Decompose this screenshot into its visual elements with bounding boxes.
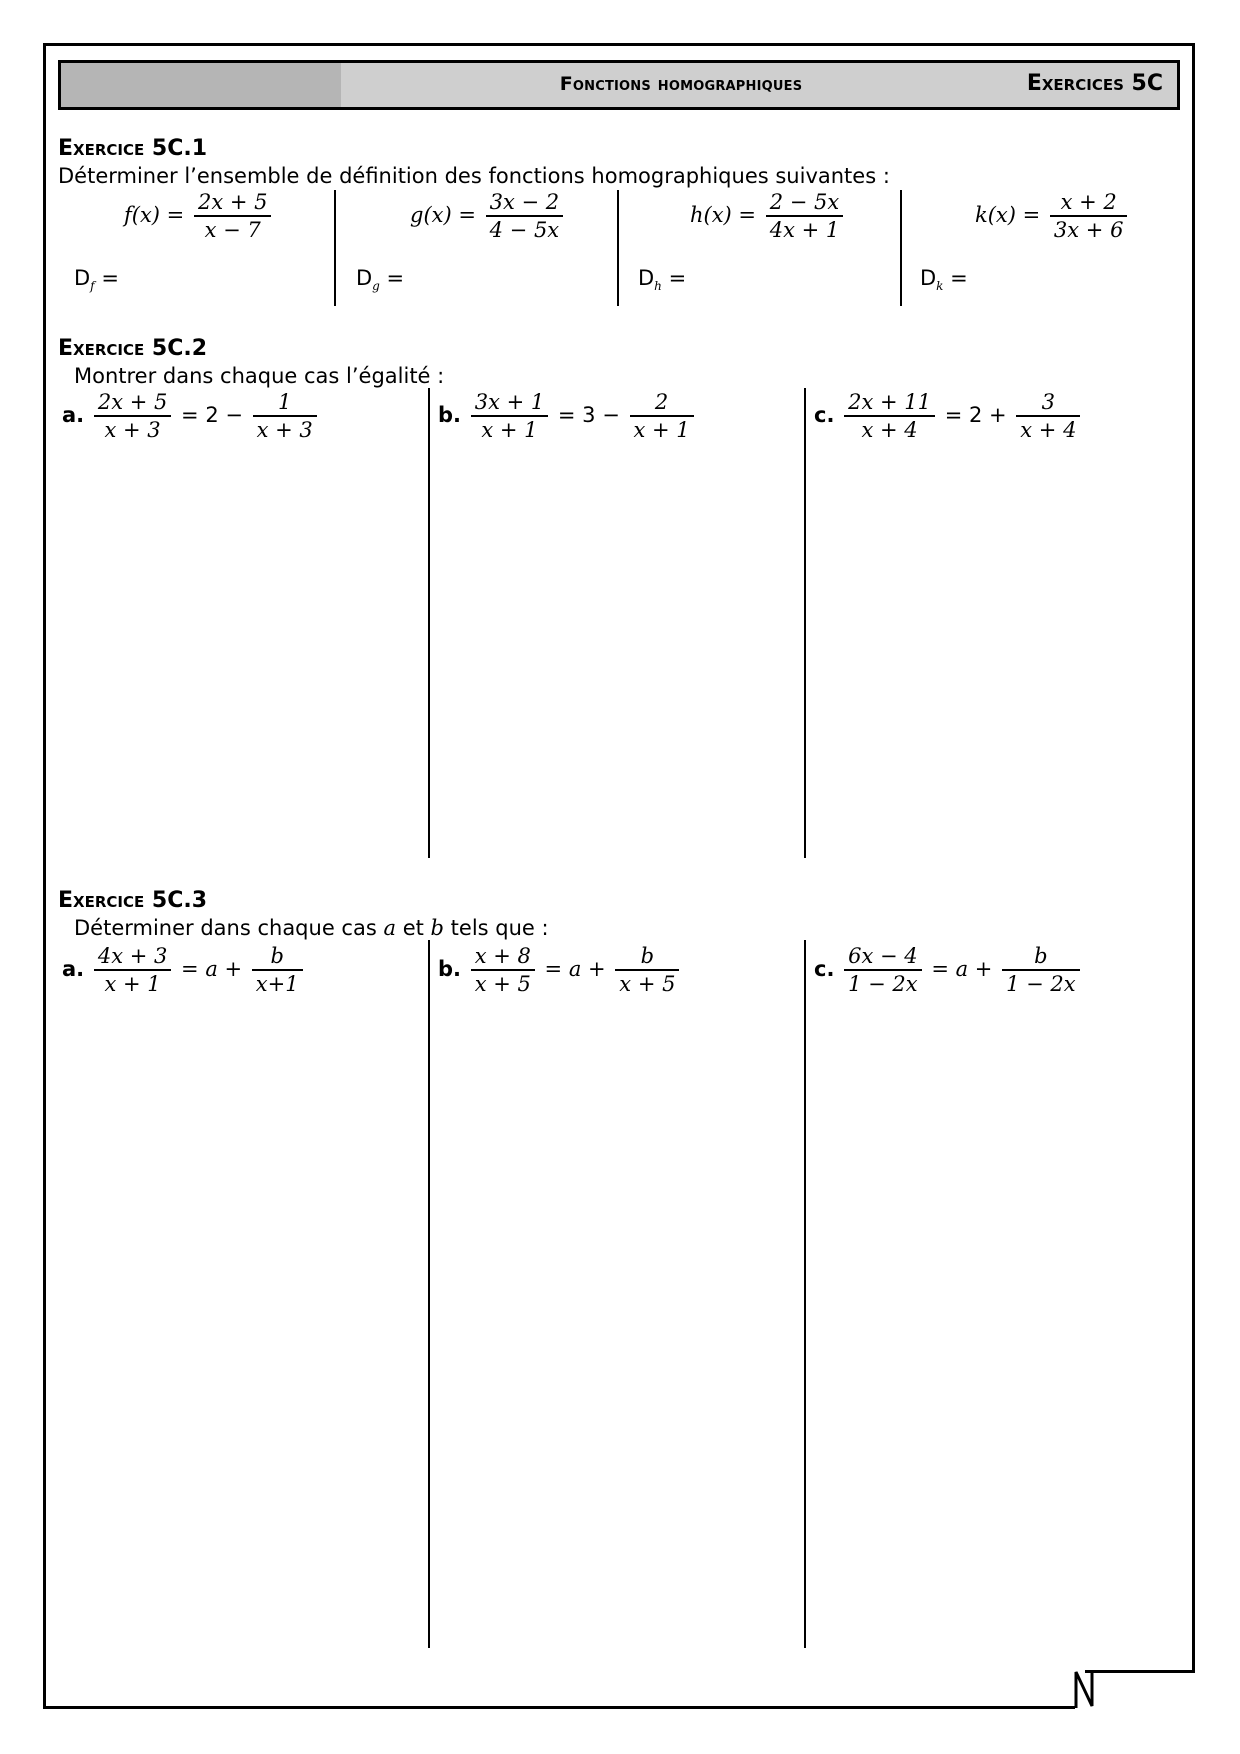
denominator: 1 − 2x	[844, 969, 922, 996]
ex3-title: Exercice 5C.3	[58, 888, 208, 913]
page-frame-top	[43, 43, 1195, 46]
domain-subscript: g	[372, 279, 380, 294]
fraction	[1050, 190, 1128, 242]
denominator: 3x + 6	[1050, 215, 1128, 242]
item-label: c.	[814, 957, 835, 981]
domain-f	[74, 266, 119, 293]
ex3-item-a	[62, 944, 306, 996]
function-lhs: k(x) =	[975, 203, 1041, 227]
ex1-function-h	[690, 190, 846, 242]
domain-subscript: h	[654, 279, 662, 294]
function-lhs: h(x) =	[690, 203, 757, 227]
denominator: x + 1	[94, 969, 172, 996]
ex2-item-a	[62, 390, 320, 442]
denominator: x + 5	[615, 969, 679, 996]
function-lhs: f(x) =	[124, 203, 185, 227]
page-corner-fold-icon	[1070, 1668, 1100, 1712]
equation-middle: = 2 −	[181, 403, 243, 427]
item-label: a.	[62, 403, 85, 427]
fraction	[844, 944, 922, 996]
denominator: x + 3	[253, 415, 317, 442]
fraction	[253, 390, 317, 442]
ex2-item-b	[438, 390, 697, 442]
domain-label: D	[356, 266, 373, 290]
fraction	[844, 390, 935, 442]
numerator: 6x − 4	[848, 944, 918, 968]
numerator: 2 − 5x	[769, 190, 840, 214]
ex1-function-g	[410, 190, 566, 242]
numerator: 1	[278, 390, 292, 414]
item-label: c.	[814, 403, 835, 427]
ex3-instruction-pre: Déterminer dans chaque cas	[74, 916, 377, 940]
domain-equals: =	[386, 266, 405, 290]
page-frame-bottom	[43, 1706, 1075, 1709]
numerator: b	[640, 944, 655, 968]
page-frame-bottom-right	[1085, 1670, 1195, 1673]
ex1-instruction: Déterminer l’ensemble de définition des fonctions homographiques suivantes :	[58, 164, 890, 188]
numerator: 4x + 3	[97, 944, 168, 968]
ex3-item-b	[438, 944, 682, 996]
fraction	[1016, 390, 1080, 442]
ex2-divider-1	[428, 388, 430, 858]
numerator: 2	[654, 390, 669, 414]
numerator: 2x + 11	[848, 390, 931, 414]
denominator: 4x + 1	[766, 215, 844, 242]
numerator: b	[270, 944, 284, 968]
equation-middle: = 3 −	[557, 403, 620, 427]
domain-h	[638, 266, 686, 293]
domain-subscript: k	[936, 279, 944, 294]
ex1-function-f	[124, 190, 274, 242]
fraction	[630, 390, 694, 442]
item-label: a.	[62, 957, 85, 981]
fraction	[615, 944, 679, 996]
numerator: 3x − 2	[489, 190, 560, 214]
fraction	[471, 390, 549, 442]
ex3-divider-1	[428, 940, 430, 1648]
ex2-item-c	[814, 390, 1083, 442]
denominator: x + 1	[471, 415, 549, 442]
denominator: x + 1	[630, 415, 694, 442]
ex2-title: Exercice 5C.2	[58, 336, 208, 361]
equation-middle: = 2 +	[944, 403, 1007, 427]
domain-label: D	[638, 266, 655, 290]
denominator: x − 7	[194, 215, 272, 242]
denominator: x + 3	[94, 415, 172, 442]
var-b: b	[430, 916, 444, 940]
ex1-divider-1	[334, 190, 336, 306]
function-lhs: g(x) =	[410, 203, 476, 227]
header-reference: Exercices 5C	[1026, 71, 1163, 96]
ex2-instruction: Montrer dans chaque cas l’égalité :	[74, 364, 445, 388]
fraction	[252, 944, 303, 996]
equation-middle: = a +	[931, 957, 993, 981]
ex2-divider-2	[804, 388, 806, 858]
numerator: 3	[1041, 390, 1056, 414]
fraction	[766, 190, 844, 242]
denominator: 1 − 2x	[1002, 969, 1080, 996]
domain-g	[356, 266, 404, 293]
fraction	[94, 390, 172, 442]
numerator: 2x + 5	[197, 190, 268, 214]
domain-equals: =	[950, 266, 968, 290]
item-label: b.	[438, 957, 462, 981]
numerator: 3x + 1	[474, 390, 545, 414]
var-a: a	[383, 916, 396, 940]
ex1-divider-3	[900, 190, 902, 306]
ex3-divider-2	[804, 940, 806, 1648]
ex3-instruction	[74, 916, 549, 940]
denominator: x + 4	[1016, 415, 1080, 442]
fraction	[486, 190, 564, 242]
domain-label: D	[920, 266, 937, 290]
domain-k	[920, 266, 968, 293]
domain-equals: =	[668, 266, 687, 290]
fraction	[471, 944, 535, 996]
page-frame-right	[1192, 43, 1195, 1671]
equation-middle: = a +	[544, 957, 606, 981]
ex3-item-c	[814, 944, 1083, 996]
ex3-instruction-post: tels que :	[450, 916, 549, 940]
domain-label: D	[74, 266, 91, 290]
equation-middle: = a +	[181, 957, 243, 981]
domain-equals: =	[101, 266, 119, 290]
page-frame-left	[43, 43, 46, 1709]
denominator: x+1	[252, 969, 303, 996]
ex3-instruction-mid: et	[402, 916, 424, 940]
numerator: x + 8	[474, 944, 531, 968]
header-bar	[58, 60, 1180, 110]
ex1-divider-2	[617, 190, 619, 306]
denominator: 4 − 5x	[486, 215, 564, 242]
ex1-title: Exercice 5C.1	[58, 136, 208, 161]
numerator: x + 2	[1060, 190, 1117, 214]
fraction	[1002, 944, 1080, 996]
numerator: b	[1034, 944, 1048, 968]
numerator: 2x + 5	[97, 390, 168, 414]
header-title: Fonctions homographiques	[559, 73, 803, 95]
domain-subscript: f	[90, 279, 95, 294]
item-label: b.	[438, 403, 462, 427]
fraction	[94, 944, 172, 996]
fraction	[194, 190, 272, 242]
denominator: x + 5	[471, 969, 535, 996]
header-shade	[61, 63, 341, 107]
ex1-function-k	[975, 190, 1130, 242]
denominator: x + 4	[844, 415, 935, 442]
